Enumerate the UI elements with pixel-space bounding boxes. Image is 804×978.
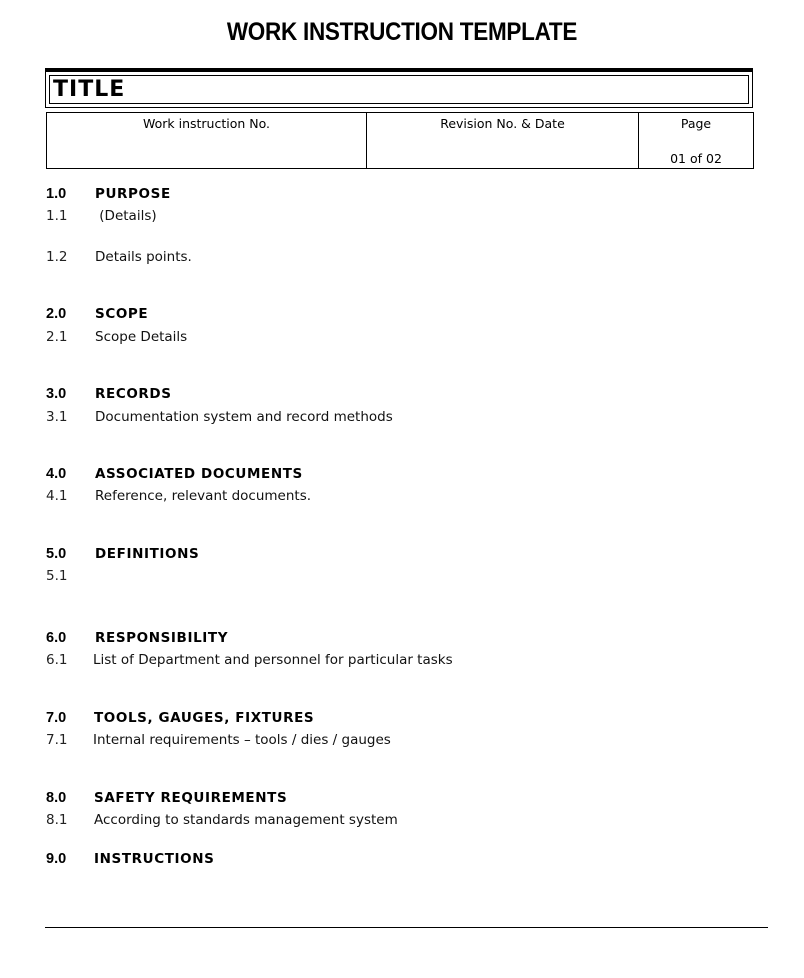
item-number: 2.1 <box>46 329 68 345</box>
section-label: SAFETY REQUIREMENTS <box>94 790 288 806</box>
page-cell <box>639 113 754 169</box>
section-number: 9.0 <box>46 851 67 867</box>
revision-no-date-label: Revision No. & Date <box>440 116 565 131</box>
section-label: PURPOSE <box>95 186 171 202</box>
section-number: 7.0 <box>46 710 67 726</box>
item-number: 1.2 <box>46 249 68 265</box>
item-number: 5.1 <box>46 568 68 584</box>
work-instruction-no-label: Work instruction No. <box>142 116 271 131</box>
section-number: 1.0 <box>46 186 67 202</box>
section-label: DEFINITIONS <box>95 546 200 562</box>
section-number: 3.0 <box>46 386 67 402</box>
title-label: TITLE <box>53 77 126 102</box>
info-table-row <box>47 113 754 169</box>
section-number: 2.0 <box>46 306 67 322</box>
item-text: Details points. <box>95 249 192 265</box>
section-label: SCOPE <box>95 306 149 322</box>
section-label: ASSOCIATED DOCUMENTS <box>95 466 303 482</box>
item-number: 4.1 <box>46 488 68 504</box>
work-instruction-no-cell <box>47 113 367 169</box>
page-value: 01 of 02 <box>670 151 722 166</box>
item-text: According to standards management system <box>94 812 398 828</box>
section-number: 6.0 <box>46 630 67 646</box>
section-number: 8.0 <box>46 790 67 806</box>
item-number: 1.1 <box>46 208 68 224</box>
footer-divider <box>45 927 768 928</box>
section-label: RESPONSIBILITY <box>95 630 229 646</box>
item-number: 3.1 <box>46 409 68 425</box>
item-text: Scope Details <box>95 329 188 345</box>
section-label: TOOLS, GAUGES, FIXTURES <box>94 710 315 726</box>
section-label: RECORDS <box>95 386 172 402</box>
title-inner-frame <box>49 75 749 104</box>
info-table <box>46 112 754 169</box>
item-text: Reference, relevant documents. <box>95 488 312 504</box>
item-text: Internal requirements – tools / dies / gauges <box>93 732 391 748</box>
document-heading: WORK INSTRUCTION TEMPLATE <box>226 18 578 46</box>
item-text: List of Department and personnel for particular tasks <box>93 652 453 668</box>
title-box <box>45 68 753 108</box>
item-number: 7.1 <box>46 732 68 748</box>
item-text: (Details) <box>95 208 157 224</box>
section-number: 5.0 <box>46 546 67 562</box>
item-text: Documentation system and record methods <box>95 409 393 425</box>
section-label: INSTRUCTIONS <box>94 851 215 867</box>
item-number: 8.1 <box>46 812 68 828</box>
section-number: 4.0 <box>46 466 67 482</box>
item-number: 6.1 <box>46 652 68 668</box>
page-label: Page <box>680 116 712 131</box>
revision-no-date-cell <box>367 113 639 169</box>
